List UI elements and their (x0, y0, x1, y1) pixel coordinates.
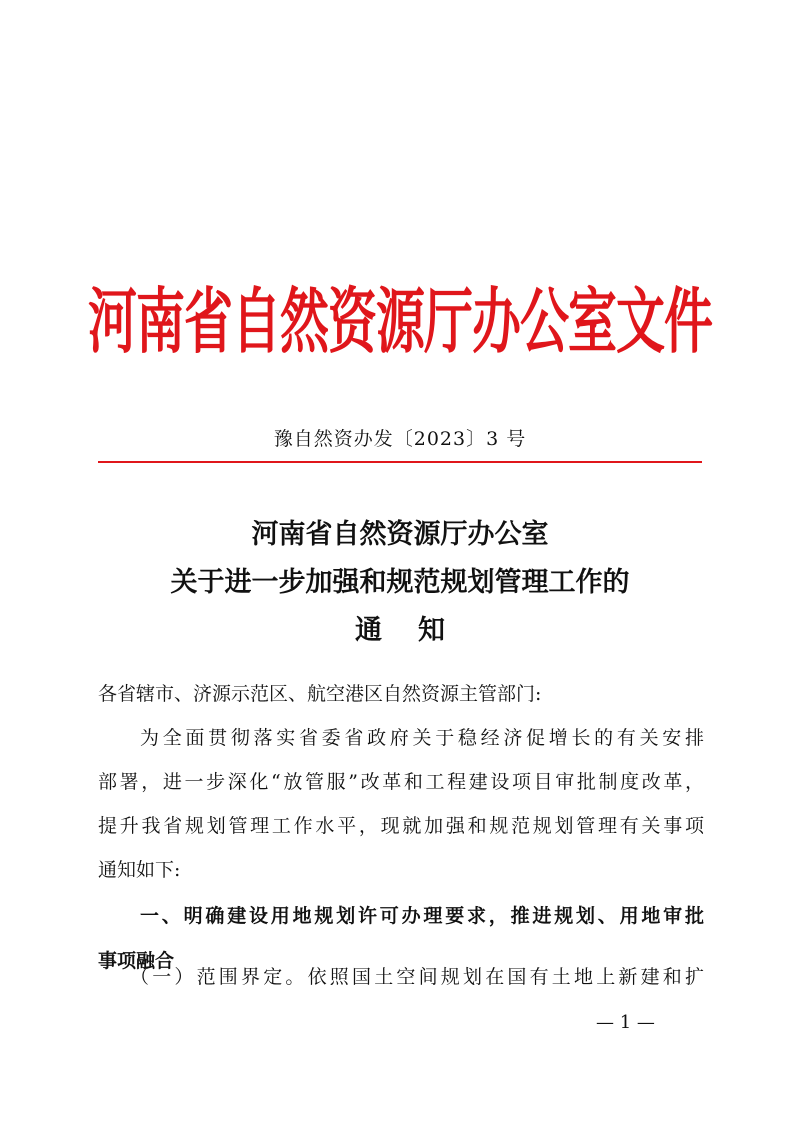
page-number: — 1 — (596, 1012, 655, 1033)
section-1-heading-line-1: 一、明确建设用地规划许可办理要求，推进规划、用地审批 (140, 905, 704, 927)
notice-title-line-3: 通知 (355, 615, 481, 646)
red-divider-line (98, 461, 702, 463)
paragraph-1-line-2: 部署，进一步深化“放管服”改革和工程建设项目审批制度改革， (98, 771, 704, 793)
paragraph-1-line-1: 为全面贯彻落实省委省政府关于稳经济促增长的有关安排 (140, 727, 704, 749)
notice-title-line-2: 关于进一步加强和规范规划管理工作的 (170, 567, 630, 598)
paragraph-1-line-3: 提升我省规划管理工作水平，现就加强和规范规划管理有关事项 (98, 815, 704, 837)
document-number: 豫自然资办发〔2023〕3 号 (273, 428, 527, 450)
paragraph-1-line-4: 通知如下: (98, 859, 181, 881)
notice-title-line-1: 河南省自然资源厅办公室 (251, 519, 549, 550)
section-1-heading-line-2: 事项融合 (98, 950, 175, 972)
item-1-line-1: （一）范围界定。依照国土空间规划在国有土地上新建和扩 (130, 966, 704, 988)
addressee: 各省辖市、济源示范区、航空港区自然资源主管部门: (98, 683, 542, 705)
masthead-title: 河南省自然资源厅办公室文件 (88, 280, 713, 364)
